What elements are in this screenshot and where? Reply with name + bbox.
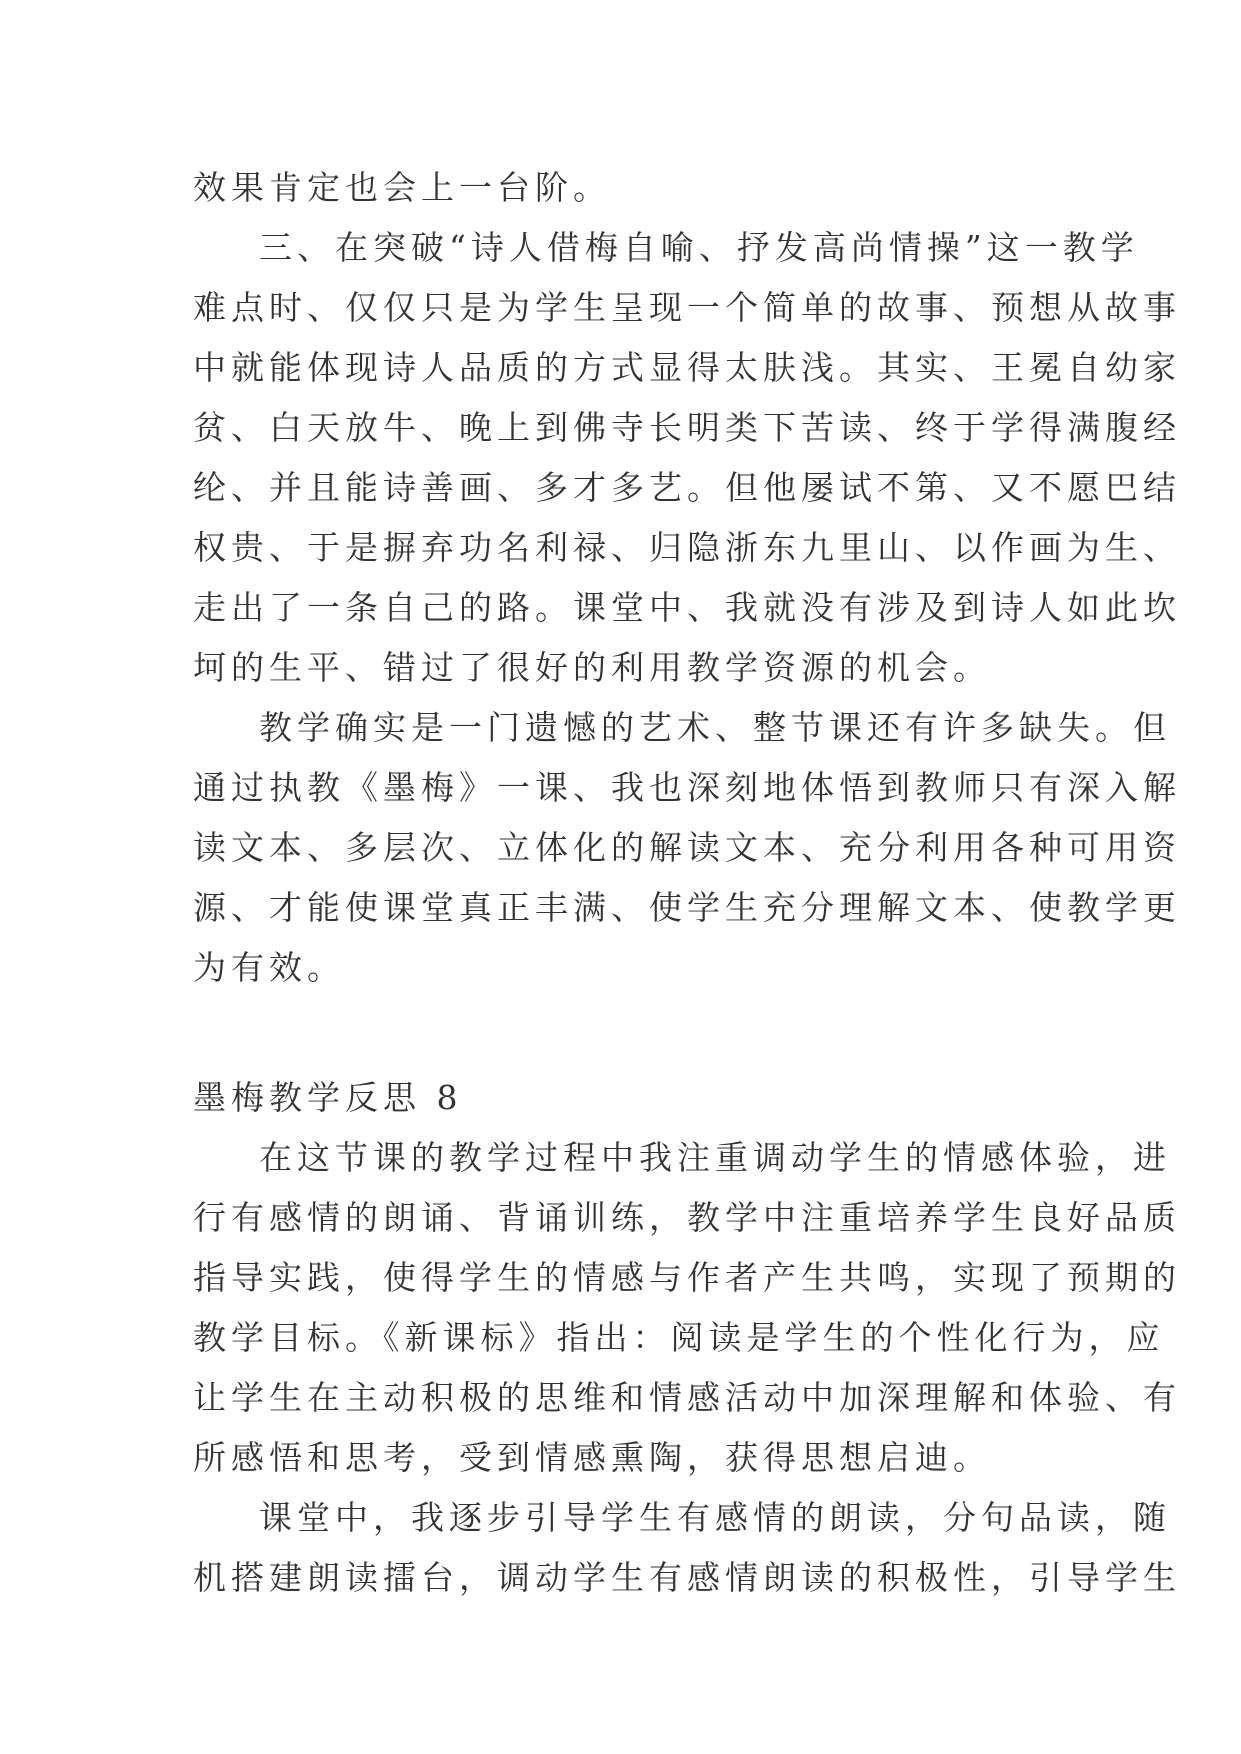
paragraph-reflection-intro [193, 1128, 1181, 1488]
text-line: 走出了一条自己的路。课堂中、我就没有涉及到诗人如此坎 [193, 588, 1181, 627]
text-line: 坷的生平、错过了很好的利用教学资源的机会。 [193, 648, 991, 687]
text-line: 机搭建朗读擂台，调动学生有感情朗读的积极性，引导学生 [193, 1558, 1181, 1597]
text-line: 权贵、于是摒弃功名利禄、归隐浙东九里山、以作画为生、 [193, 528, 1181, 567]
text-line: 难点时、仅仅只是为学生呈现一个简单的故事、预想从故事 [193, 288, 1181, 327]
text-line: 读文本、多层次、立体化的解读文本、充分利用各种可用资 [193, 828, 1181, 867]
text-line: 让学生在主动积极的思维和情感活动中加深理解和体验、有 [193, 1378, 1181, 1417]
text-line: 中就能体现诗人品质的方式显得太肤浅。其实、王冕自幼家 [193, 348, 1181, 387]
text-line: 为有效。 [193, 948, 345, 987]
paragraph-classroom [193, 1488, 1181, 1608]
text-line: 所感悟和思考，受到情感熏陶，获得思想启迪。 [193, 1438, 991, 1477]
text-line: 课堂中，我逐步引导学生有感情的朗读，分句品读，随 [259, 1498, 1171, 1537]
text-line: 通过执教《墨梅》一课、我也深刻地体悟到教师只有深入解 [193, 768, 1181, 807]
section-heading: 墨梅教学反思 8 [193, 1078, 463, 1117]
text-line: 在这节课的教学过程中我注重调动学生的情感体验，进 [259, 1138, 1171, 1177]
text-line: 三、在突破“诗人借梅自喻、抒发高尚情操”这一教学 [259, 228, 1139, 267]
section-spacer [193, 998, 1073, 1068]
text-line: 行有感情的朗诵、背诵训练，教学中注重培养学生良好品质 [193, 1198, 1181, 1237]
paragraph-section-three [193, 218, 1181, 698]
text-line: 教学确实是一门遗憾的艺术、整节课还有许多缺失。但 [259, 708, 1171, 747]
text-line: 效果肯定也会上一台阶。 [193, 168, 611, 207]
text-line: 教学目标。《新课标》指出：阅读是学生的个性化行为，应 [193, 1318, 1165, 1357]
document-body [193, 158, 1181, 1608]
text-line: 纶、并且能诗善画、多才多艺。但他屡试不第、又不愿巴结 [193, 468, 1181, 507]
text-line: 贫、白天放牛、晚上到佛寺长明类下苦读、终于学得满腹经 [193, 408, 1181, 447]
paragraph-conclusion [193, 698, 1181, 998]
text-line: 源、才能使课堂真正丰满、使学生充分理解文本、使教学更 [193, 888, 1181, 927]
text-line: 指导实践，使得学生的情感与作者产生共鸣，实现了预期的 [193, 1258, 1181, 1297]
